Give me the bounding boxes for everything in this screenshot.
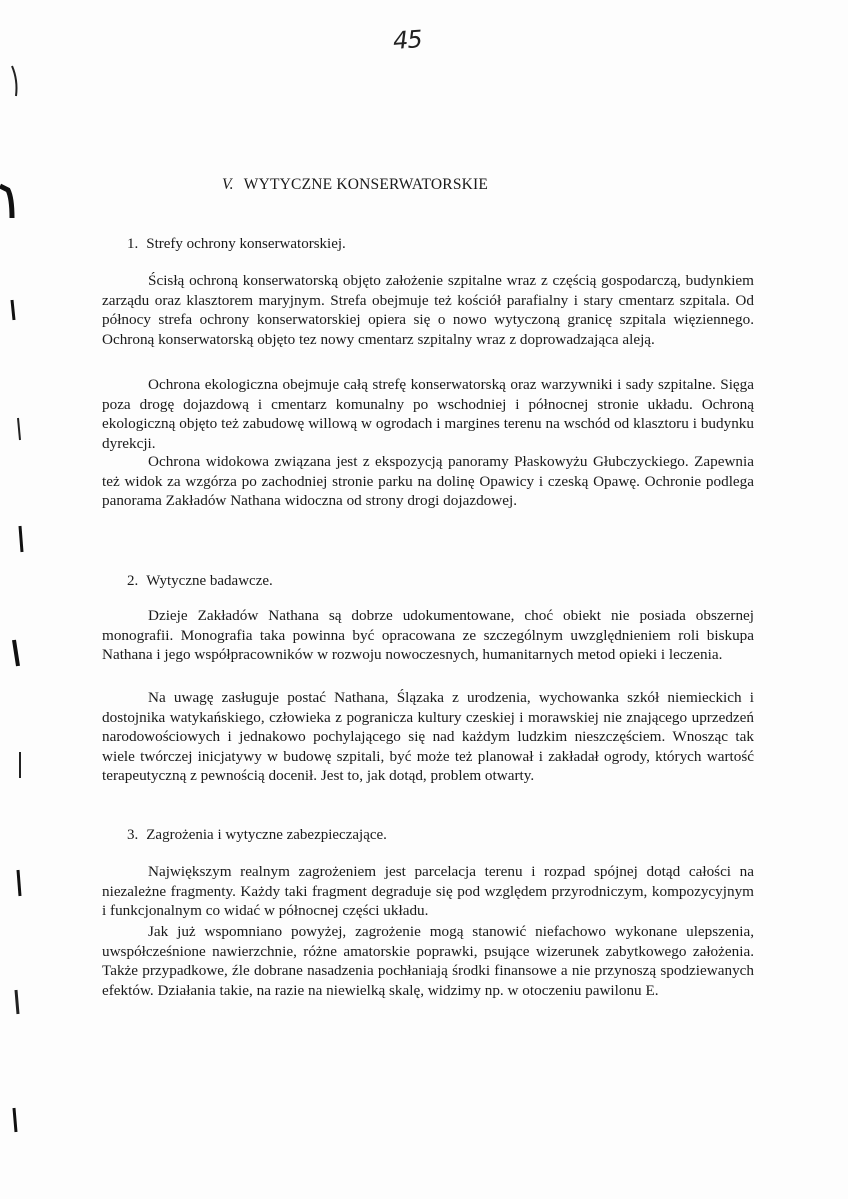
paragraph: Dzieje Zakładów Nathana są dobrze udokumentowane, choć obiekt nie posiada obszernej monografii. Monografia taka powinna być opracowana ze szczególnym uwzględnieniem roli biskupa Nathana i jego współpracowników w rozwoju nowoczesnych, humanitarnych metod opieki i leczenia.	[102, 607, 754, 664]
paragraph: Jak już wspomniano powyżej, zagrożenie mogą stanowić niefachowo wykonane ulepszenia, uwspółcześnione nawierzchnie, różne amatorskie poprawki, psujące wizerunek zabytkowego założenia. Także przypadkowe, źle dobrane nasadzenia pochłaniają środki finansowe a nie przynoszą spodziewanych efektów. Działania takie, na razie na niewielką skalę, widzimy np. w otoczeniu pawilonu E.	[102, 923, 754, 999]
section-heading	[222, 176, 488, 194]
paragraph: Ochrona ekologiczna obejmuje całą strefę konserwatorską oraz warzywniki i sady szpitalne. Sięga poza drogę dojazdową i cmentarz komunalny po wschodniej i północnej stronie układu. Ochroną ekologiczną objęto też zabudowę willową w ogrodach i margines terenu na wschód od klasztoru i budynku dyrekcji.	[102, 376, 754, 452]
handwritten-page-number: 45	[392, 25, 423, 55]
subsection-3-heading: 3. Zagrożenia i wytyczne zabezpieczające.	[127, 827, 387, 843]
paragraph: Na uwagę zasługuje postać Nathana, Ślązaka z urodzenia, wychowanka szkół niemieckich i dostojnika watykańskiego, człowieka z pogranicza kultury czeskiej i morawskiej nie znającego uprzedzeń narodowościowych i jednakowo pochylającego się nad każdym ludzkim nieszczęściem. Wnosząc tak wiele twórczej inicjatywy w budowę szpitali, być może też planował i zakładał ogrody, których wartość terapeutyczną z pewnością docenił. Jest to, jak dotąd, problem otwarty.	[102, 689, 754, 785]
subsection-1-heading: 1. Strefy ochrony konserwatorskiej.	[127, 236, 346, 252]
paragraph: Ochrona widokowa związana jest z ekspozycją panoramy Płaskowyżu Głubczyckiego. Zapewnia też widok za wzgórza po zachodniej stronie parku na dolinę Opawicy i czeską Opawę. Ochronie podlega panorama Zakładów Nathana widoczna od strony drogi dojazdowej.	[102, 453, 754, 510]
section-number: V.	[222, 176, 234, 193]
binding-marks	[0, 0, 40, 1199]
section-title: WYTYCZNE KONSERWATORSKIE	[243, 176, 489, 193]
subsection-2-heading: 2. Wytyczne badawcze.	[127, 573, 273, 589]
paragraph: Ścisłą ochroną konserwatorską objęto założenie szpitalne wraz z częścią gospodarczą, budynkiem zarządu oraz klasztorem maryjnym. Strefa obejmuje też kościół parafialny i stary cmentarz szpitala. Od północy strefa ochrony konserwatorskiej opiera się o nowo wytyczoną granicę szpitala więziennego. Ochroną konserwatorską objęto tez nowy cmentarz szpitalny wraz z doprowadzająca aleją.	[102, 272, 754, 348]
paragraph: Największym realnym zagrożeniem jest parcelacja terenu i rozpad spójnej dotąd całości na niezależne fragmenty. Każdy taki fragment degraduje się pod względem przyrodniczym, kompozycyjnym i funkcjonalnym co widać w północnej części układu.	[102, 863, 754, 920]
